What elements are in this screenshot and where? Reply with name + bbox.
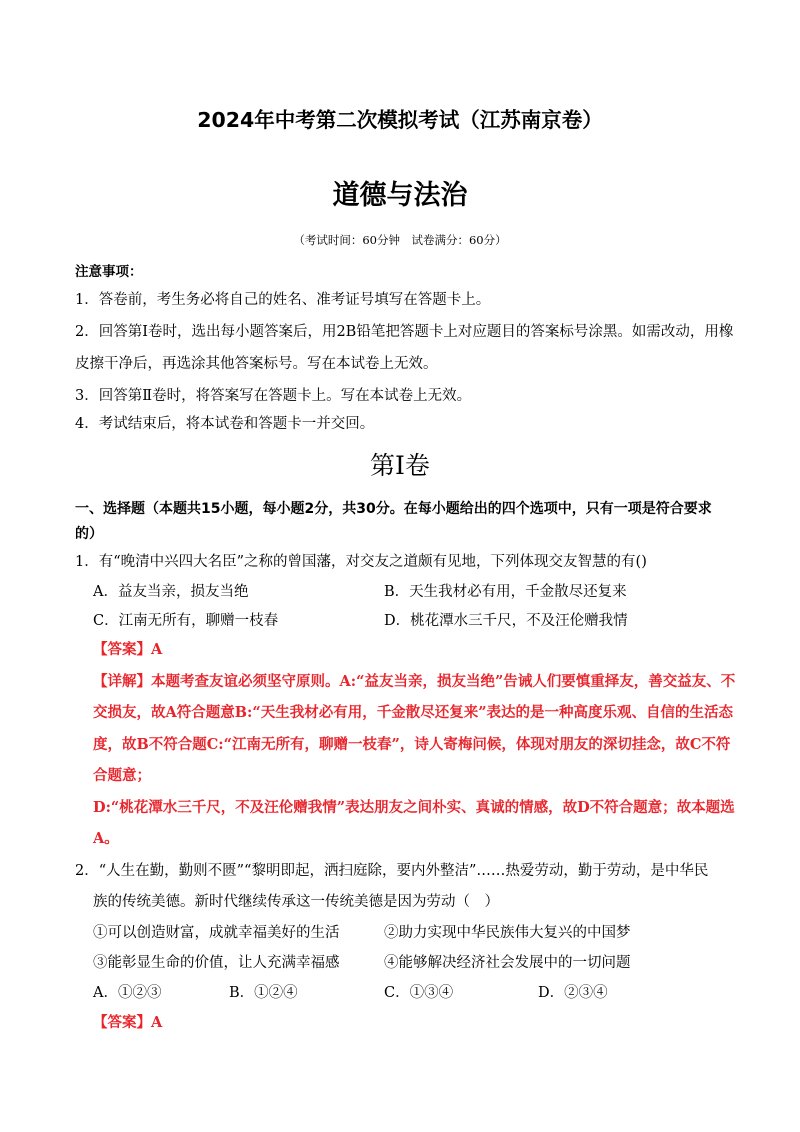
q1-detail-line-5: D:“桃花潭水三千尺，不及汪伦赠我情”表达朋友之间朴实、真诚的情感，故D不符合题意；故本题选 — [93, 799, 735, 816]
exam-info: （考试时间：60分钟 试卷满分：60分） — [293, 233, 507, 247]
notice-item-2: 2．回答第Ⅰ卷时，选出每小题答案后，用2B铅笔把答题卡上对应题目的答案标号涂黑。如需改动，用橡 — [75, 324, 734, 340]
subject-title: 道德与法治 — [332, 180, 468, 211]
section-heading-cont: 的） — [75, 526, 103, 542]
q2-statement-1: ①可以创造财富，成就幸福美好的生活 — [93, 925, 340, 941]
notice-item-4: 4．考试结束后，将本试卷和答题卡一并交回。 — [75, 416, 375, 432]
q1-detail-line-2: 交损友，故A符合题意B:“天生我材必有用，千金散尽还复来”表达的是一种高度乐观、自信的生活态 — [93, 704, 734, 721]
answer-value: A — [151, 641, 163, 658]
q2-statement-4: ④能够解决经济社会发展中的一切问题 — [384, 955, 631, 971]
q1-option-b: B．天生我材必有用，千金散尽还复来 — [384, 584, 627, 600]
exam-title: 2024年中考第二次模拟考试（江苏南京卷） — [197, 108, 603, 132]
section-heading: 一、选择题（本题共15小题，每小题2分，共30分。在每小题给出的四个选项中，只有一项是符合要求 — [75, 501, 712, 517]
answer-label: 【答案】 — [93, 1014, 151, 1031]
q1-option-c: C．江南无所有，聊赠一枝春 — [93, 613, 279, 629]
q1-detail-line-6: A。 — [93, 830, 119, 847]
q2-statement-3: ③能彰显生命的价值，让人充满幸福感 — [93, 955, 340, 971]
q2-option-d: D．②③④ — [538, 985, 608, 1001]
detail-text: 本题考查友谊必须坚守原则。A:“益友当亲，损友当绝”告诫人们要慎重择友，善交益友、不 — [151, 673, 736, 690]
volume-title: 第Ⅰ卷 — [370, 451, 430, 480]
answer-label: 【答案】 — [93, 641, 151, 658]
detail-label: 【详解】 — [93, 673, 151, 690]
q2-answer — [93, 1013, 162, 1033]
q1-answer — [93, 640, 162, 660]
q1-detail-line-4: 合题意； — [93, 767, 151, 784]
q1-option-a: A．益友当亲，损友当绝 — [93, 584, 249, 600]
q2-option-c: C．①③④ — [384, 985, 454, 1001]
notice-item-1: 1．答卷前，考生务必将自己的姓名、准考证号填写在答题卡上。 — [75, 292, 491, 308]
q1-detail-line-3: 度，故B不符合题C:“江南无所有，聊赠一枝春”，诗人寄梅问候，体现对朋友的深切挂念，故C不符 — [93, 736, 731, 753]
q1-stem: 1．有“晚清中兴四大名臣”之称的曾国藩，对交友之道颇有见地，下列体现交友智慧的有() — [75, 554, 647, 570]
notice-item-3: 3．回答第Ⅱ卷时，将答案写在答题卡上。写在本试卷上无效。 — [75, 388, 472, 404]
answer-value: A — [151, 1014, 163, 1031]
q1-option-d: D．桃花潭水三千尺，不及汪伦赠我情 — [384, 613, 628, 629]
notice-item-2-cont: 皮擦干净后，再选涂其他答案标号。写在本试卷上无效。 — [75, 356, 438, 372]
q2-statement-2: ②助力实现中华民族伟大复兴的中国梦 — [384, 925, 631, 941]
notice-heading: 注意事项： — [75, 264, 143, 280]
q2-option-a: A．①②③ — [93, 985, 162, 1001]
q2-stem: 2．“人生在勤，勤则不匮”“黎明即起，洒扫庭除，要内外整洁”……热爱劳动，勤于劳动，是中华民 — [75, 863, 709, 879]
q2-stem-cont: 族的传统美德。新时代继续传承这一传统美德是因为劳动（ ） — [93, 894, 499, 910]
q1-detail-line-1 — [93, 672, 735, 692]
q2-option-b: B．①②④ — [229, 985, 298, 1001]
